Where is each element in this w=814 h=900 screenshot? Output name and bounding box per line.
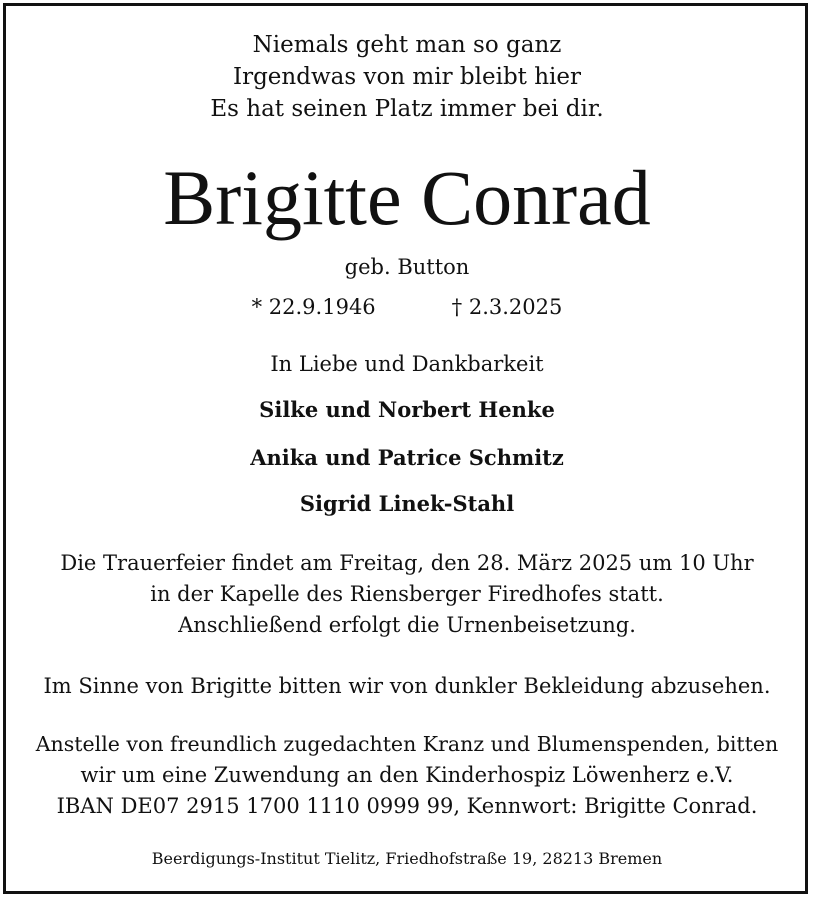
ceremony-line-1: Die Trauerfeier findet am Freitag, den 28. März 2025 um 10 Uhr <box>60 551 754 575</box>
poem-line-2: Irgendwas von mir bleibt hier <box>233 64 581 90</box>
ceremony-line-2: in der Kapelle des Riensberger Firedhofes statt. <box>150 582 664 606</box>
mourner-2: Anika und Patrice Schmitz <box>250 445 564 470</box>
life-dates <box>0 293 814 321</box>
death-date: † 2.3.2025 <box>451 295 563 319</box>
donation-line-1: Anstelle von freundlich zugedachten Kranz und Blumenspenden, bitten <box>35 732 779 756</box>
poem-line-3: Es hat seinen Platz immer bei dir. <box>210 96 604 122</box>
maiden-name: geb. Button <box>344 255 470 279</box>
ceremony-line-3: Anschließend erfolgt die Urnenbeisetzung. <box>178 613 636 637</box>
mourner-3: Sigrid Linek-Stahl <box>299 491 515 516</box>
birth-date: * 22.9.1946 <box>251 295 376 319</box>
dedication: In Liebe und Dankbarkeit <box>270 352 544 376</box>
donation-line-3: IBAN DE07 2915 1700 1110 0999 99, Kennwort: Brigitte Conrad. <box>56 794 758 818</box>
clothing-note: Im Sinne von Brigitte bitten wir von dunkler Bekleidung abzusehen. <box>43 674 771 698</box>
donation-line-2: wir um eine Zuwendung an den Kinderhospiz Löwenherz e.V. <box>80 763 734 787</box>
poem-line-1: Niemals geht man so ganz <box>252 32 562 58</box>
funeral-home-footer: Beerdigungs-Institut Tielitz, Friedhofstraße 19, 28213 Bremen <box>151 849 663 868</box>
mourner-1: Silke und Norbert Henke <box>259 397 555 422</box>
deceased-name: Brigitte Conrad <box>163 154 651 241</box>
